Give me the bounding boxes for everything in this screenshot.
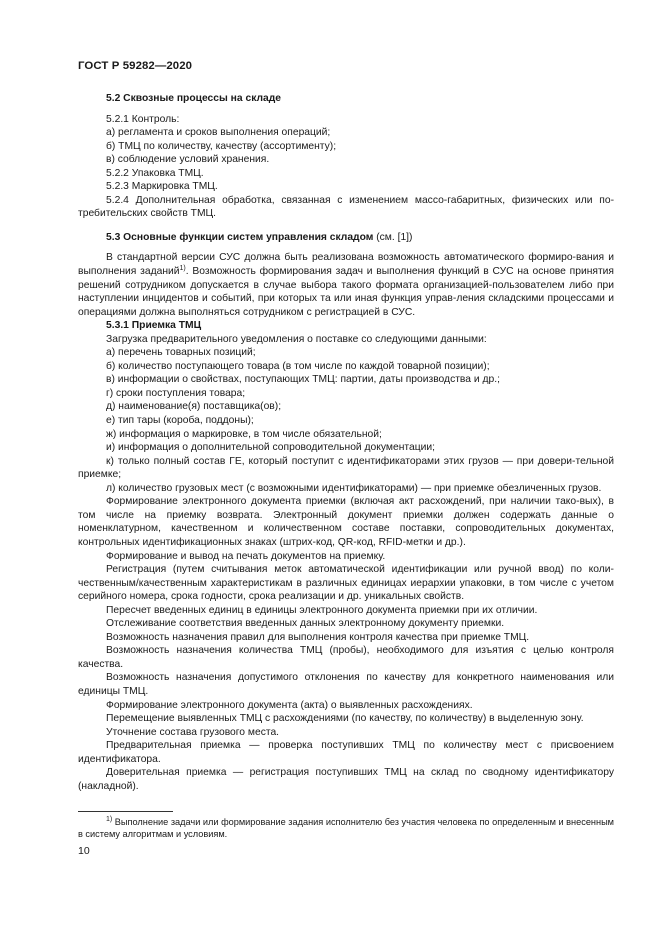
footnote-marker: 1) <box>106 816 113 823</box>
footnote-text: Выполнение задачи или формирование задания исполнителю без участия человека по определенным и внесенным в систему алгоритмам и условиям. <box>78 817 614 840</box>
paragraph-5-3-intro <box>78 251 614 319</box>
section-5-3-heading-text: 5.3 Основные функции систем управления складом <box>106 231 374 243</box>
paragraph: Формирование электронного документа приемки (включая акт расхождений, при наличии тако-вых), в том числе на приемку возврата. Электронный документ приемки должен содержать данные о номенклатурном, качественном и количественном составе поставки, сопроводительных документах, контрольных идентификационных знаках (штрих-код, QR-код, RFID-метки и др.). <box>78 496 614 548</box>
list-item: 5.2.3 Маркировка ТМЦ. <box>106 181 218 193</box>
paragraph: Пересчет введенных единиц в единицы электронного документа приемки при их отличии. <box>106 604 538 616</box>
paragraph: Уточнение состава грузового места. <box>106 726 280 738</box>
paragraph: Предварительная приемка — проверка поступивших ТМЦ по количеству мест с присвоением идентификатора. <box>78 740 614 765</box>
list-item: ж) информация о маркировке, в том числе обязательной; <box>106 428 382 440</box>
footnote-divider <box>78 811 173 812</box>
intro-text-end: . Возможность формирования задач и выполнения функций в СУС на основе принятия решений сотрудником допускается в случае выбора такого формата организацией-пользователем либо при наступлении инцидентов и событий, при которых та или иная функция управ-ления складскими процессами и операциями должна выполняться сотрудником с регистрацией в СУС. <box>78 266 614 318</box>
paragraph: Формирование электронного документа (акта) о выявленных расхождениях. <box>106 699 473 711</box>
paragraph: Возможность назначения количества ТМЦ (пробы), необходимого для изъятия с целью контроля качества. <box>78 645 614 670</box>
list-item: а) регламента и сроков выполнения операций; <box>106 127 331 139</box>
section-5-3-reference: (см. [1]) <box>373 231 413 243</box>
list-item: 5.2.2 Упаковка ТМЦ. <box>106 167 204 179</box>
document-body <box>78 92 614 793</box>
paragraph: Формирование и вывод на печать документов на приемку. <box>106 550 386 562</box>
list-item: 5.2.1 Контроль: <box>106 113 180 125</box>
list-item: д) наименование(я) поставщика(ов); <box>106 401 282 413</box>
footnote <box>78 816 614 841</box>
paragraph: Регистрация (путем считывания меток автоматической идентификации или ручной ввод) по коли-чественным/качественным характеристикам в различных единицах иерархии упаковки, в том числе с учетом серийного номера, срока годности, срока реализации и др. уникальных свойств. <box>78 564 614 603</box>
list-item: б) ТМЦ по количеству, качеству (ассортименту); <box>106 140 337 152</box>
list-item: е) тип тары (короба, поддоны); <box>106 415 254 427</box>
list-item: в) соблюдение условий хранения. <box>106 154 270 166</box>
section-5-2-heading: 5.2 Сквозные процессы на складе <box>106 93 282 104</box>
list-item-k: к) только полный состав ГЕ, который поступит с идентификаторами этих грузов — при довери-тельной приемке; <box>78 455 614 481</box>
section-5-3-heading <box>78 231 614 245</box>
list-item: а) перечень товарных позиций; <box>106 347 256 359</box>
list-item: б) количество поступающего товара (в том числе по каждой товарной позиции); <box>106 360 490 372</box>
list-item: г) сроки поступления товара; <box>106 387 246 399</box>
footnote-reference: 1) <box>179 265 186 273</box>
paragraph: Возможность назначения допустимого отклонения по качеству для конкретного наименования или единицы ТМЦ. <box>78 672 614 697</box>
paragraph-5-3-1-intro: Загрузка предварительного уведомления о поставке со следующими данными: <box>106 333 487 345</box>
paragraph: Отслеживание соответствия введенных данных электронному документу приемки. <box>106 618 505 630</box>
page-number: 10 <box>78 845 90 857</box>
list-item-l: л) количество грузовых мест (с возможными идентификаторами) — при приемке обезличенных грузов. <box>106 482 602 494</box>
paragraph-5-2-4: 5.2.4 Дополнительная обработка, связанная с изменением массо-габаритных, физических или по-требительских свойств ТМЦ. <box>78 194 614 220</box>
paragraph: Доверительная приемка — регистрация поступивших ТМЦ на склад по сводному идентификатору (накладной). <box>78 767 614 792</box>
paragraph: Перемещение выявленных ТМЦ с расхождениями (по качеству, по количеству) в выделенную зону. <box>106 713 584 725</box>
section-5-3-1-heading: 5.3.1 Приемка ТМЦ <box>106 320 202 332</box>
intro-text-start: В стандартной версии СУС должна быть реализована возможность автоматического формиро-вания и выполнения заданий <box>78 252 614 278</box>
paragraph: Возможность назначения правил для выполнения контроля качества при приемке ТМЦ. <box>106 631 530 643</box>
list-item: и) информация о дополнительной сопроводительной документации; <box>106 442 436 454</box>
list-item: в) информации о свойствах, поступающих ТМЦ: партии, даты производства и др.; <box>106 374 500 386</box>
document-header: ГОСТ Р 59282—2020 <box>78 60 193 72</box>
